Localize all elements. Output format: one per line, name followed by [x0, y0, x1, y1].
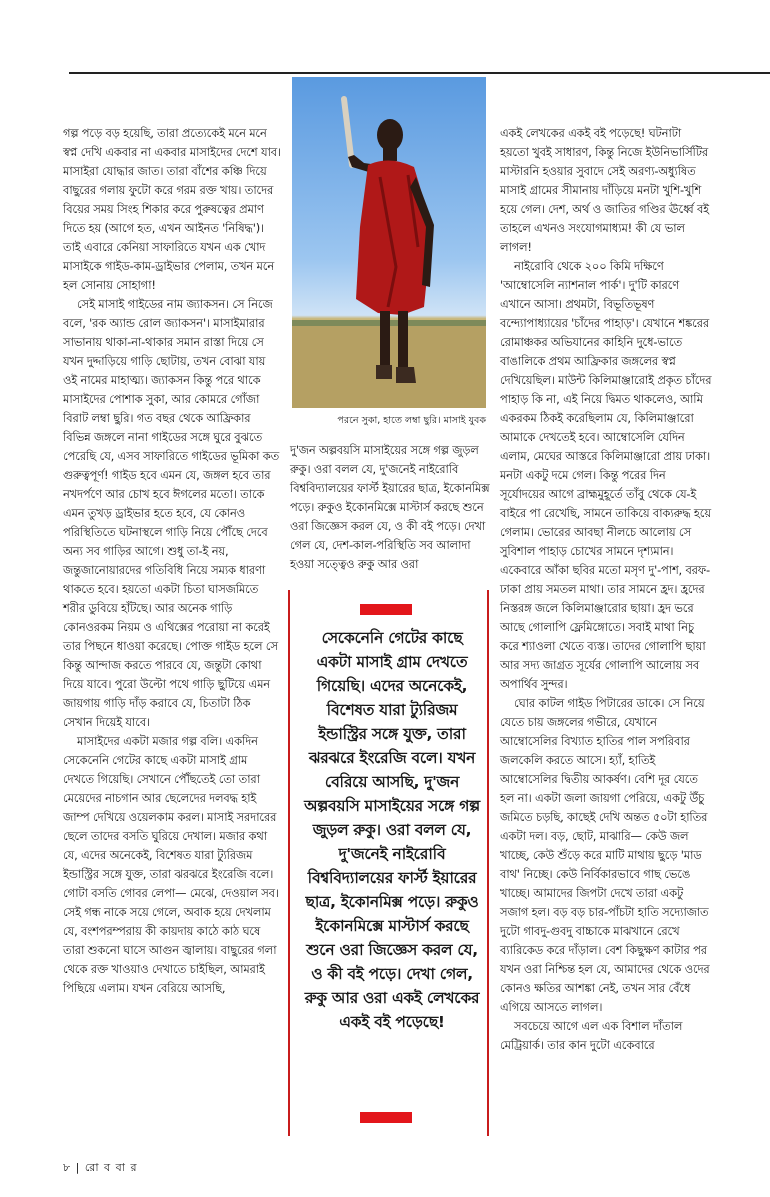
quote-divider-right	[487, 590, 489, 1136]
paragraph: নাইরোবি থেকে ২০০ কিমি দক্ষিণে 'আম্বোসেলি ন্যাশনাল পার্ক'। দু'টি কারণে এখানে আসা। প্রথমটা, বিভূতিভূষণ বন্দ্যোপাধ্যায়ের 'চাঁদের পাহাড়'। যেখানে শঙ্করের রোমাঞ্চকর অভিযানের কাহিনি দুধে-ভাতে বাঙালিকে প্রথম আফ্রিকার জঙ্গলের স্বপ্ন দেখিয়েছিল। মাউন্ট কিলিমাঞ্জারোই প্রকৃত চাঁদের পাহাড় কি না, এই নিয়ে দ্বিমত থাকলেও, আমি একরকম ঠিকই করেছিলাম যে, কিলিমাঞ্জারো আমাকে দেখতেই হবে। আম্বোসেলি যেদিন এলাম, মেঘের আস্তরে কিলিমাঞ্জারো প্রায় ঢাকা। মনটা একটু দমে গেল। কিন্তু পরের দিন সূর্যোদয়ের আগে ব্রাহ্মমুহূর্তে তাঁবু থেকে যে-ই বাইরে পা রেখেছি, সামনে তাকিয়ে বাক্যরুদ্ধ হয়ে গেলাম। ভোরের আবছা নীলচে আলোয় সে সুবিশাল পাহাড় চোখের সামনে দৃশ্যমান। একেবারে আঁকা ছবির মতো মসৃণ দু'-পাশ, বরফ-ঢাকা প্রায় সমতল মাথা। তার সামনে হ্রদ। হ্রদের নিস্তরঙ্গ জলে কিলিমাঞ্জারোর ছায়া। হ্রদ ভরে আছে গোলাপি ফ্লেমিঙ্গোতে। সবাই মাথা নিচু করে শ্যাওলা খেতে ব্যস্ত। তাদের গোলাপি ছায়া আর সদ্য জাগ্রত সূর্যের গোলাপি আলোয় সব অপার্থিব সুন্দর।	[500, 259, 712, 691]
photo-caption: পরনে সুকা, হাতে লম্বা ছুরি। মাসাই যুবক	[337, 415, 486, 426]
paragraph: সেই মাসাই গাইডের নাম জ্যাকসন। সে নিজে বলে, 'রক অ্যান্ড রোল জ্যাকসন'। মাসাইমারার সাভানায় থাকা-না-থাকার সমান রাস্তা দিয়ে সে যখন দুদ্দাড়িয়ে গাড়ি ছোটায়, তখন বোঝা যায় ওই নামের মাহাত্ম্য। জ্যাকসন কিন্তু পরে থাকে মাসাইদের পোশাক সুকা, আর কোমরে গোঁজা বিরাট লম্বা ছুরি। গত বছর থেকে আফ্রিকার বিভিন্ন জঙ্গলে নানা গাইডের সঙ্গে ঘুরে বুঝতে পেরেছি যে, এসব সাফারিতে গাইডের ভূমিকা কত গুরুত্বপূর্ণ! গাইড হবে এমন যে, জঙ্গল হবে তার নখদর্পণে আর চোখ হবে ঈগলের মতো। তাকে এমন তুখড় ড্রাইভার হতে হবে, যে কোনও পরিস্থিতিতে ঘটনাস্থলে গাড়ি নিয়ে পৌঁছে দেবে অন্য সব গাড়ির আগে। শুধু তা-ই নয়, জন্তুজানোয়ারদের গতিবিধি নিয়ে সম্যক ধারণা থাকতে হবে। হয়তো একটা চিতা ঘাসজমিতে শরীর ডুবিয়ে হাঁটছে। আর অনেক গাড়ি কোনওরকম নিয়ম ও এথিক্সের পরোয়া না করেই তার পিছনে ধাওয়া করেছে। পোক্ত গাইড হলে সে কিন্তু আন্দাজ করতে পারবে যে, জন্তুটা কোথা দিয়ে যাবে। পুরো উল্টো পথে গাড়ি ছুটিয়ে এমন জায়গায় গাড়ি দাঁড় করাবে যে, চিতাটা ঠিক সেখান দিয়েই যাবে।	[63, 297, 280, 729]
paragraph: দু'জন অল্পবয়সি মাসাইয়ের সঙ্গে গল্প জুড়ল রুকু। ওরা বলল যে, দু'জনেই নাইরোবি বিশ্ববিদ্যালয়ের ফার্স্ট ইয়ারের ছাত্র, ইকোনমিক্স পড়ে। রুকুও ইকোনমিক্সে মাস্টার্স করছে শুনে ওরা জিজ্ঞেস করল যে, ও কী বই পড়ে। দেখা গেল যে, দেশ-কাল-পরিস্থিতি সব আলাদা হওয়া সত্ত্বেও রুকু আর ওরা	[290, 443, 490, 571]
article-column-3	[500, 124, 712, 1055]
pull-quote-text: সেকেনেনি গেটের কাছে একটা মাসাই গ্রাম দেখতে গিয়েছি। এদের অনেকেই, বিশেষত যারা ট্যুরিজম ইন্ডাস্ট্রির সঙ্গে যুক্ত, তারা ঝরঝরে ইংরেজি বলে। যখন বেরিয়ে আসছি, দু'জন অল্পবয়সি মাসাইয়ের সঙ্গে গল্প জুড়ল রুকু। ওরা বলল যে, দু'জনেই নাইরোবি বিশ্ববিদ্যালয়ের ফার্স্ট ইয়ারের ছাত্র, ইকোনমিক্স পড়ে। রুকুও ইকোনমিক্সে মাস্টার্স করছে শুনে ওরা জিজ্ঞেস করল যে, ও কী বই পড়ে। দেখা গেল, রুকু আর ওরা একই লেখকের একই বই পড়েছে!	[304, 629, 480, 1031]
quote-bottom-bar	[360, 1112, 412, 1123]
maasai-jumping-image	[292, 77, 486, 408]
paragraph: গল্প পড়ে বড় হয়েছি, তারা প্রত্যেকেই মনে মনে স্বপ্ন দেখি একবার না একবার মাসাইদের দেশে যাব। মাসাইরা যোদ্ধার জাত। তারা বাঁশের কঞ্চি দিয়ে বাছুরের গলায় ফুটো করে গরম রক্ত খায়। তাদের বিয়ের সময় সিংহ শিকার করে পুরুষত্বের প্রমাণ দিতে হয় (আগে হত, এখন আইনত 'নিষিদ্ধ')। তাই এবারে কেনিয়া সাফারিতে যখন এক খোদ মাসাইকে গাইড-কাম-ড্রাইভার পেলাম, তখন মনে হল সোনায় সোহাগা!	[63, 126, 281, 292]
article-column-1	[63, 124, 281, 998]
quote-top-bar	[360, 604, 412, 615]
paragraph: মাসাইদের একটা মজার গল্প বলি। একদিন সেকেনেনি গেটের কাছে একটা মাসাই গ্রাম দেখতে গিয়েছি। সেখানে পৌঁছতেই তো তারা মেয়েদের নাচগান আর ছেলেদের দলবদ্ধ হাই জাম্প দেখিয়ে ওয়েলকাম করল। মাসাই সরদারের ছেলে তাদের বসতি ঘুরিয়ে দেখাল। মজার কথা যে, এদের অনেকেই, বিশেষত যারা ট্যুরিজম ইন্ডাস্ট্রির সঙ্গে যুক্ত, তারা ঝরঝরে ইংরেজি বলে। গোটা বসতি গোবর লেপা— মেঝে, দেওয়াল সব। সেই গন্ধ নাকে সয়ে গেলে, অবাক হয়ে দেখলাম যে, বংশপরম্পরায় কী কায়দায় কাঠে কাঠ ঘষে তারা শুকনো ঘাসে আগুন জ্বালায়। বাছুরের গলা থেকে রক্ত খাওয়াও দেখাতে চাইছিল, আমরাই পিছিয়ে এলাম। যখন বেরিয়ে আসছি,	[63, 734, 279, 995]
article-column-2	[290, 441, 490, 574]
pull-quote	[298, 592, 486, 1132]
maasai-photo	[292, 77, 486, 408]
paragraph: সবচেয়ে আগে এল এক বিশাল দাঁতাল মেট্রিয়ার্ক। তার কান দুটো একেবারে	[500, 1019, 683, 1052]
paragraph: ঘোর কাটল গাইড পিটারের ডাকে। সে নিয়ে যেতে চায় জঙ্গলের গভীরে, যেখানে আম্বোসেলির বিখ্যাত হাতির পাল সপরিবার জলকেলি করতে আসে। হ্যাঁ, হাতিই আম্বোসেলির দ্বিতীয় আকর্ষণ। বেশি দূর যেতে হল না। একটা জলা জায়গা পেরিয়ে, একটু উঁচু জমিতে চড়ছি, কাছেই দেখি অন্তত ৫০টা হাতির একটা দল। বড়, ছোট, মাঝারি— কেউ জল খাচ্ছে, কেউ শুঁড়ে করে মাটি মাথায় ছুড়ে 'মাড বাথ' নিচ্ছে। কেউ নির্বিকারভাবে গাছ ভেঙে খাচ্ছে। আমাদের জিপটা দেখে তারা একটু সজাগ হল। বড় বড় চার-পাঁচটা হাতি সদ্যোজাত দুটো গাবদু-গুবদু বাচ্চাকে মাঝখানে রেখে ব্যারিকেড করে দাঁড়াল। বেশ কিছুক্ষণ কাটার পর যখন ওরা নিশ্চিন্ত হল যে, আমাদের থেকে ওদের কোনও ক্ষতির আশঙ্কা নেই, তখন সার বেঁধে এগিয়ে আসতে লাগল।	[500, 696, 710, 1014]
header-rule	[69, 72, 770, 74]
paragraph: একই লেখকের একই বই পড়েছে! ঘটনাটা হয়তো খুবই সাধারণ, কিন্তু নিজে ইউনিভার্সিটির মাস্টারনি হওয়ার সুবাদে সেই অরণ্য-অধ্যুষিত মাসাই গ্রামের সীমানায় দাঁড়িয়ে মনটা খুশি-খুশি হয়ে গেল। দেশ, অর্থ ও জাতির গণ্ডির ঊর্ধ্বে বই তাহলে এখনও সংযোগমাধ্যম! কী যে ভাল লাগল!	[500, 126, 709, 254]
quote-divider-left	[288, 590, 290, 1136]
page-footer: ৮ | রো ব বা র	[63, 1161, 138, 1174]
